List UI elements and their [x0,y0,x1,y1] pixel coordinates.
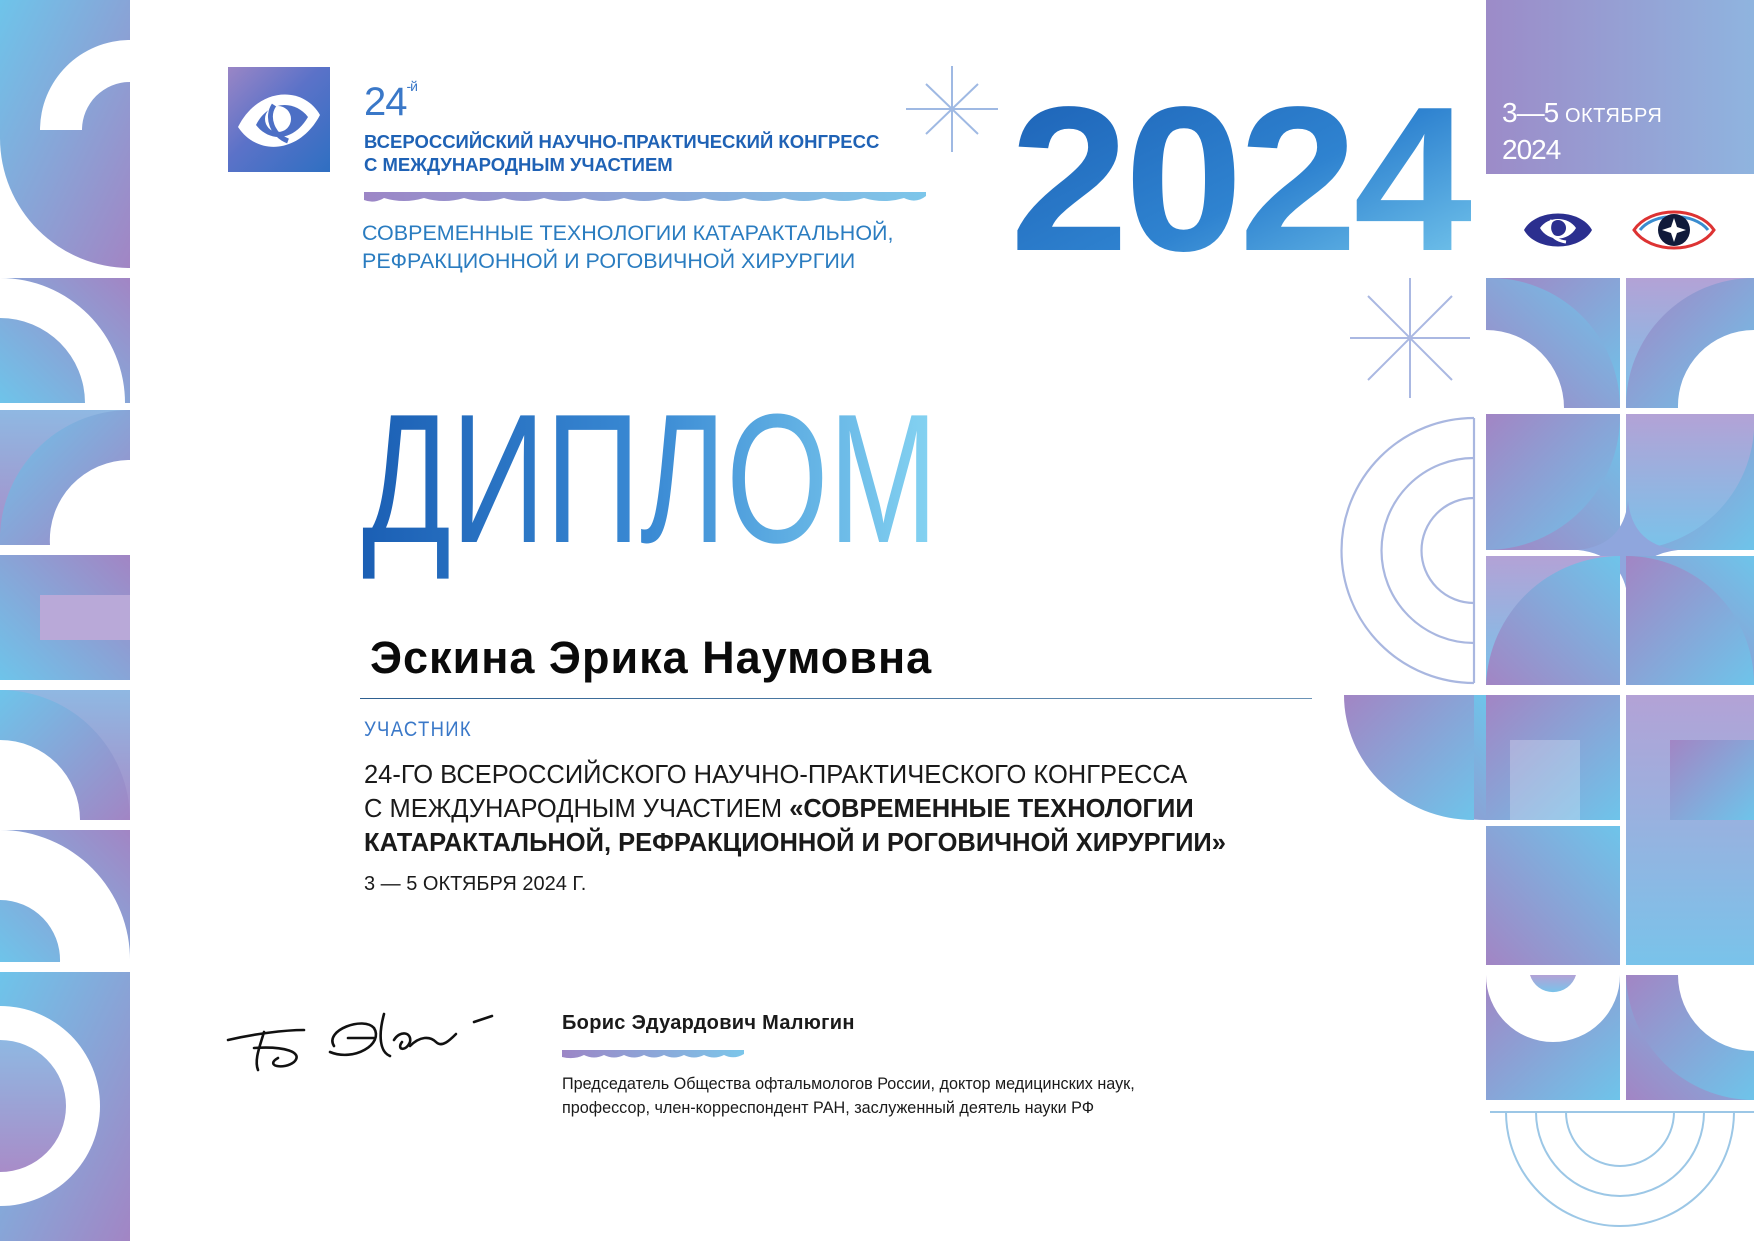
dates-label: 3—5 ОКТЯБРЯ 2024 [1502,97,1663,165]
recipient-role: УЧАСТНИК [364,718,472,741]
name-underline [360,698,1312,699]
edition-number: $24^{-й}$ [364,77,417,124]
eye-logo-icon [1522,204,1594,256]
wave-divider [364,192,926,204]
congress-eye-logo-icon [228,67,330,172]
congress-subtitle: СОВРЕМЕННЫЕ ТЕХНОЛОГИИ КАТАРАКТАЛЬНОЙ, РЕФРАКЦИОННОЙ И РОГОВИЧНОЙ ХИРУРГИИ [362,221,894,273]
congress-logo [228,67,330,172]
signatory-title: Председатель Общества офтальмологов России, доктор медицинских наук, профессор, член-корреспондент РАН, заслуженный деятель науки РФ [562,1075,1135,1117]
congress-name: ВСЕРОССИЙСКИЙ НАУЧНО-ПРАКТИЧЕСКИЙ КОНГРЕСС С МЕЖДУНАРОДНЫМ УЧАСТИЕМ [364,131,880,175]
eye-star-logo-icon [1632,204,1716,256]
signature-image [224,1000,514,1080]
signatory-wave-divider [562,1050,744,1060]
event-description: 24-ГО ВСЕРОССИЙСКОГО НАУЧНО-ПРАКТИЧЕСКОГО КОНГРЕССА С МЕЖДУНАРОДНЫМ УЧАСТИЕМ «СОВРЕМЕННЫЕ ТЕХНОЛОГИИ КАТАРАКТАЛЬНОЙ, РЕФРАКЦИОННОЙ И РОГОВИЧНОЙ ХИРУРГИИ» [364,761,1226,857]
diploma-title [362,375,942,586]
recipient-name: Эскина Эрика Наумовна [370,632,933,683]
svg-text:2024: 2024 [1010,64,1472,294]
svg-text:ДИПЛОМ: ДИПЛОМ [362,375,938,581]
left-decoration [0,0,130,1241]
signatory-name: Борис Эдуардович Малюгин [562,1012,855,1034]
year-graphic [1010,64,1472,294]
event-dates: 3 — 5 ОКТЯБРЯ 2024 Г. [364,873,587,895]
